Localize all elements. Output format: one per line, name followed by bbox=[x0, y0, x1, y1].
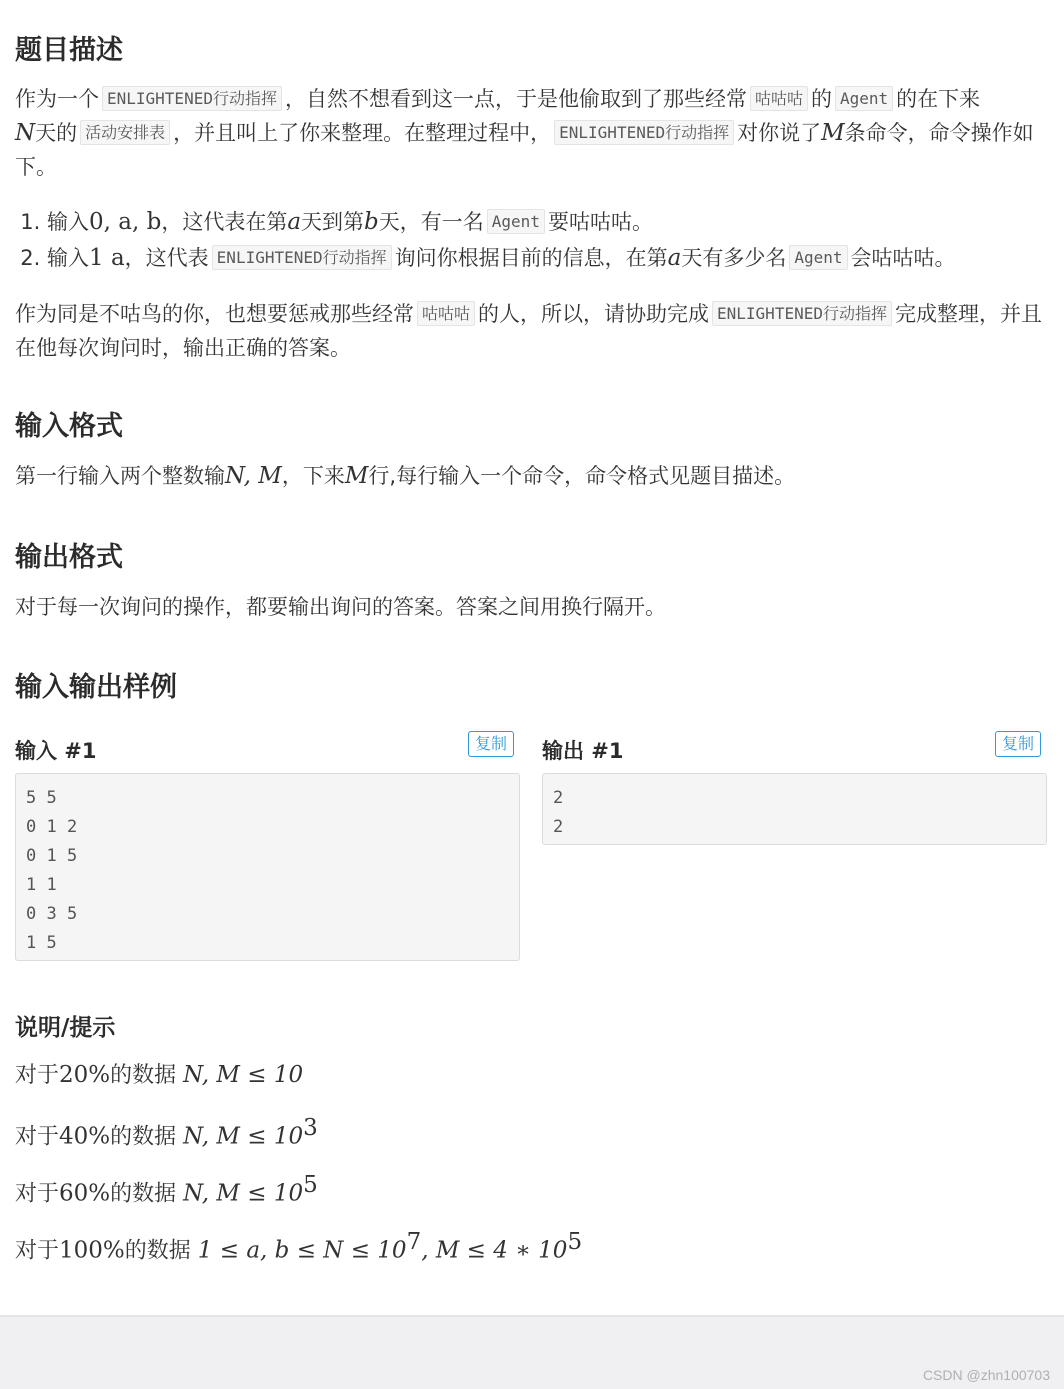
sample-input-line: 1 1 bbox=[26, 875, 57, 895]
math-exponent: 5 bbox=[567, 1229, 583, 1255]
sample-output-box[interactable] bbox=[542, 773, 1047, 845]
code-schedule: 活动安排表 bbox=[80, 120, 170, 145]
text: ，这代表 bbox=[124, 246, 209, 270]
math-percent: 40% bbox=[59, 1123, 111, 1150]
command-item-2 bbox=[47, 240, 1049, 276]
text: 的数据 bbox=[110, 1063, 177, 1088]
math-M: M bbox=[344, 463, 369, 489]
math-b: b bbox=[364, 209, 379, 235]
text: ，这代表在第 bbox=[161, 210, 288, 234]
math-exponent: 5 bbox=[303, 1172, 318, 1198]
code-gugu: 咕咕咕 bbox=[417, 301, 475, 326]
samples-heading: 输入输出样例 bbox=[15, 672, 177, 703]
code-gugu: 咕咕咕 bbox=[750, 86, 808, 111]
math-NM: N, M bbox=[225, 463, 282, 489]
output-format-text: 对于每一次询问的操作，都要输出询问的答案。答案之间用换行隔开。 bbox=[15, 595, 666, 619]
text: 的在下来 bbox=[896, 87, 981, 111]
math-constraint: , M ≤ 4 ∗ 10 bbox=[421, 1237, 568, 1264]
input-format-heading: 输入格式 bbox=[15, 411, 123, 442]
text: 天，有一名 bbox=[378, 210, 484, 234]
command-item-1 bbox=[47, 204, 1049, 240]
input-format-text bbox=[15, 459, 1049, 493]
text: ，自然不想看到这一点，于是他偷取到了那些经常 bbox=[284, 87, 747, 111]
command-list bbox=[15, 204, 1049, 276]
text: 的数据 bbox=[124, 1238, 191, 1264]
text: 对于 bbox=[15, 1181, 60, 1207]
code-agent: Agent bbox=[835, 86, 893, 111]
output-format-heading: 输出格式 bbox=[15, 542, 123, 573]
math-percent: 20% bbox=[59, 1062, 111, 1088]
math-constraint: N, M ≤ 10 bbox=[183, 1180, 304, 1207]
math-exponent: 3 bbox=[303, 1115, 318, 1141]
text: 条命令，命令操作如下。 bbox=[15, 121, 1034, 179]
hint-line-2 bbox=[15, 1115, 318, 1150]
text: 作为一个 bbox=[15, 87, 99, 111]
text: 对于 bbox=[15, 1238, 60, 1264]
hint-line-4 bbox=[15, 1229, 582, 1264]
math-constraint: N, M ≤ 10 bbox=[183, 1123, 304, 1150]
text: 完成整理，并且在他每次询问时，输出正确的答案。 bbox=[15, 302, 1042, 360]
copy-output-button[interactable]: 复制 bbox=[995, 731, 1041, 757]
text: 天的 bbox=[35, 121, 78, 145]
code-enlightened: ENLIGHTENED行动指挥 bbox=[712, 301, 892, 326]
text: 行,每行输入一个命令，命令格式见题目描述。 bbox=[368, 464, 796, 488]
text: ，下来 bbox=[281, 464, 345, 488]
math-constraint: N, M ≤ 10 bbox=[183, 1062, 304, 1088]
text: 的数据 bbox=[110, 1124, 177, 1150]
sample-input-box[interactable] bbox=[15, 773, 520, 961]
code-enlightened: ENLIGHTENED行动指挥 bbox=[554, 120, 734, 145]
sample-output-line: 2 bbox=[553, 817, 564, 837]
text: 询问你根据目前的信息，在第 bbox=[394, 246, 668, 270]
text: 要咕咕咕。 bbox=[547, 210, 653, 234]
code-enlightened: ENLIGHTENED行动指挥 bbox=[102, 86, 282, 111]
math-item1: 0, a, b bbox=[89, 209, 162, 235]
sample-input-line: 0 3 5 bbox=[26, 904, 78, 924]
text: 天有多少名 bbox=[681, 246, 787, 270]
text: 输入 bbox=[47, 210, 89, 234]
math-a: a bbox=[287, 209, 302, 235]
math-percent: 60% bbox=[59, 1180, 111, 1207]
text: 对于 bbox=[15, 1063, 60, 1088]
text: ，并且叫上了你来整理。在整理过程中， bbox=[173, 121, 552, 145]
copy-input-button[interactable]: 复制 bbox=[468, 731, 514, 757]
math-N: N bbox=[15, 120, 36, 146]
sample-input-label: 输入 #1 bbox=[15, 739, 97, 763]
sample-input-line: 0 1 2 bbox=[26, 817, 78, 837]
sample-input-line: 0 1 5 bbox=[26, 846, 78, 866]
page-footer bbox=[0, 1315, 1064, 1389]
text: 的数据 bbox=[110, 1181, 177, 1207]
text: 的 bbox=[810, 87, 832, 111]
text: 作为同是不咕鸟的你，也想要惩戒那些经常 bbox=[15, 302, 414, 326]
text: 输入 bbox=[47, 246, 89, 270]
text: 会咕咕咕。 bbox=[850, 246, 956, 270]
text: 的人，所以，请协助完成 bbox=[478, 302, 710, 326]
watermark: CSDN @zhn100703 bbox=[922, 1367, 1050, 1383]
math-percent: 100% bbox=[59, 1237, 125, 1264]
math-constraint: 1 ≤ a, b ≤ N ≤ 10 bbox=[197, 1237, 407, 1264]
code-enlightened: ENLIGHTENED行动指挥 bbox=[212, 245, 392, 270]
hint-heading: 说明/提示 bbox=[15, 1015, 116, 1041]
hint-line-1 bbox=[15, 1058, 303, 1089]
code-agent: Agent bbox=[789, 245, 847, 270]
sample-output-label: 输出 #1 bbox=[542, 739, 624, 763]
math-a: a bbox=[667, 245, 682, 271]
text: 对你说了 bbox=[737, 121, 822, 145]
hint-line-3 bbox=[15, 1172, 318, 1207]
description-paragraph-2 bbox=[15, 297, 1049, 365]
text: 天到第 bbox=[301, 210, 365, 234]
text: 第一行输入两个整数输 bbox=[15, 464, 225, 488]
description-paragraph bbox=[15, 82, 1049, 184]
math-exponent: 7 bbox=[406, 1229, 422, 1255]
sample-input-line: 5 5 bbox=[26, 788, 57, 808]
math-M: M bbox=[821, 120, 845, 146]
description-heading: 题目描述 bbox=[15, 35, 123, 66]
text: 对于 bbox=[15, 1124, 60, 1150]
sample-input-line: 1 5 bbox=[26, 933, 57, 953]
sample-output-line: 2 bbox=[553, 788, 564, 808]
math-item2: 1 a bbox=[89, 245, 125, 271]
code-agent: Agent bbox=[487, 209, 545, 234]
